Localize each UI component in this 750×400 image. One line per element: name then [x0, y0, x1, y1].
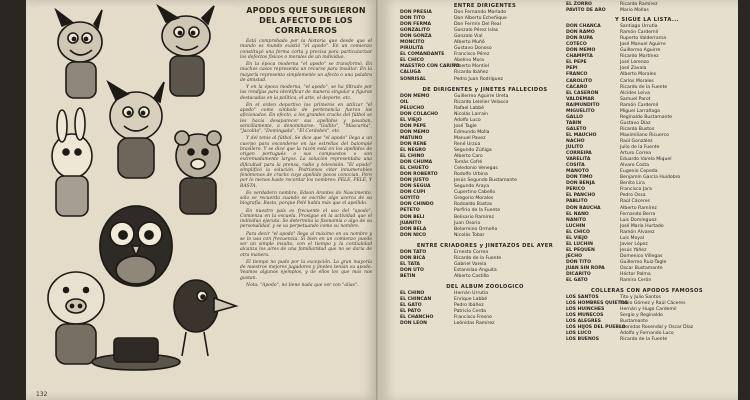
real-name: Ricardo de la Fuente: [454, 255, 502, 261]
nickname: EL PATO: [400, 309, 421, 315]
list-item: [400, 321, 570, 327]
nickname: OIL: [400, 99, 409, 105]
real-name: Ramiro Cerón: [620, 278, 652, 284]
real-name: Rodoaldo Bastas: [454, 202, 493, 208]
real-name: Ricardo Ibáñez: [454, 70, 489, 76]
real-name: Jesús Yáñez: [620, 247, 647, 253]
right-page: [380, 0, 738, 400]
section-title-zoologico: DEL ALBUM ZOOLOGICO: [446, 283, 524, 290]
real-name: Eduardo Varela Miquel: [620, 157, 672, 163]
article-title-line-1: APODOS QUE SURGIERON: [246, 6, 366, 15]
nickname: JULITO: [566, 145, 584, 151]
real-name: Gustavo Donoso: [454, 46, 492, 52]
nickname: DON PEPE: [400, 123, 427, 129]
nickname: EL CHICO: [400, 58, 424, 64]
real-name: Maximiliano Ricuerco: [620, 132, 669, 138]
article-paragraph: En nuestro país es frecuente el uso del "apodo". Comienza en la escuela. Prosigue en la actividad que el individuo ejecuta. Se determina la fisonomía o algo de su personalidad, y se va perpetuando como su nombre.: [240, 208, 372, 230]
real-name: Guillermo Ruiz-Tagle: [620, 259, 667, 265]
real-name: Patricio Cerda: [454, 309, 486, 315]
nickname: LOS HOMBRES QUIETOS: [566, 301, 628, 307]
real-name: Ricardo de la Fuente: [620, 337, 668, 343]
real-name: Adolfo Luco: [454, 117, 481, 123]
real-name: Javier López: [620, 241, 648, 247]
real-name: Tito y Julio Santos: [620, 295, 661, 301]
nickname: CALUGA: [400, 70, 421, 76]
real-name: Francisco Fresno: [454, 315, 492, 321]
real-name: Ricardo Lelelier Velasco: [454, 99, 509, 105]
nickname: CACARO: [566, 84, 588, 90]
real-name: Miguel Larrañaga: [620, 108, 660, 114]
nickname: MIGUELITO: [566, 108, 595, 114]
real-name: Don Fermín Del Real: [454, 22, 501, 28]
real-name: Alberto Caro: [454, 154, 483, 160]
nickname: SONRISAL: [400, 76, 427, 82]
left-page: [26, 0, 379, 400]
nickname: DON LEON: [400, 321, 427, 327]
real-name: Luis Moyal: [620, 235, 645, 241]
nickname: EL PEQUEN: [566, 247, 595, 253]
real-name: Alberto Castillo: [454, 273, 489, 279]
real-name: José Manuel Aguirre: [620, 42, 666, 48]
real-name: Santiago Urrutia: [620, 24, 658, 30]
real-name: Benito Lira: [620, 181, 645, 187]
real-name: Alberto Ramírez: [620, 205, 657, 211]
real-name: Segundo Araya: [454, 184, 490, 190]
nickname: DON JUSTO: [400, 178, 429, 184]
real-name: José Lorenzo: [620, 60, 649, 66]
article-paragraph: En la época moderna "el apodo" se transformó. En muchos casos representa un recurso para insultar. En la mayoría representa simplemente un afecto o una palabra de amistad.: [240, 62, 372, 83]
nickname: DON MEMO: [400, 93, 430, 99]
nickname: LOS LUCO: [566, 331, 592, 337]
nickname: EL VIEJO: [400, 117, 422, 123]
section-title-criadores: ENTRE CRIADORES y JINETAZOS DEL AYER: [416, 242, 554, 249]
nickname: EL NEGRO: [400, 147, 426, 153]
article-paragraph: Nota: "Apodo", no tiene nada que ver con "alias".: [246, 282, 359, 288]
nickname: GONZALITO: [400, 28, 431, 34]
nickname: DON GONZA: [400, 34, 432, 40]
article-paragraph: Y del tenis al fútbol. Se dice que "el apodo" llega a un cuerpo para esconderse en las estrellas del balompié brasilero. Y se dice que la razón está en los apellidos de origen portugués o sus compuestos o son extremadamente largos. La solución representaba una dificultad para la prensa, radio y televisión. "El apodo" simplificó la solución. Podríamos citar innumerables fenómenos de cracks cuyo apellido pocos conocían. Pero por lo menos baste recordar los nombres: PELE, PELÉ, Y BASTA.: [240, 136, 372, 189]
nickname: DON BENJA: [566, 181, 595, 187]
real-name: Edmundo Molla: [454, 129, 490, 135]
nickname: JUAN SIN ROPA: [566, 265, 605, 271]
real-name: Pedro Ossa: [620, 193, 646, 199]
article-paragraph: Para decir "el apodo" llega al máximo en su nombre y se lo usa con frecuencia. Si bien en un comienzo puede ser un simple insulto, con el tiempo y la cordialidad alcanza los aires de una familiaridad que no se daría de otra manera.: [240, 231, 372, 258]
right-column-1: [400, 2, 570, 327]
nickname: DON TITO: [566, 259, 592, 265]
nickname: LOS BUENOS: [566, 337, 600, 343]
list-item: [566, 337, 728, 343]
real-name: Manuel Pavez: [454, 135, 486, 141]
nickname: VARELITA: [566, 157, 591, 163]
real-name: Francisco Pérez: [454, 52, 490, 58]
nickname: BETIN: [400, 273, 416, 279]
list-famosos: [566, 295, 728, 343]
article: [240, 6, 372, 290]
nickname: MAESTRO CON CARIÑO: [400, 64, 460, 70]
list-item: [400, 274, 570, 280]
real-name: Carlos Morales: [620, 78, 654, 84]
nickname: COTECO: [566, 42, 587, 48]
real-name: Raúl González: [620, 138, 653, 144]
real-name: José María Hurtado: [620, 223, 664, 229]
list-col2-top: [566, 2, 728, 14]
nickname: DON BICA: [400, 255, 426, 261]
nickname: DON PRESIA: [400, 10, 432, 15]
real-name: Abelino Mora: [454, 58, 485, 64]
article-title-line-3: CORRALEROS: [274, 26, 338, 35]
nickname: PETETO: [400, 208, 420, 214]
real-name: Guillermo Aguirre: [620, 48, 661, 54]
article-body: [240, 39, 372, 288]
nickname: JECHO: [566, 253, 582, 259]
real-name: Hernán Urrutia: [454, 290, 489, 296]
nickname: DON NICO: [400, 232, 426, 238]
nickname: EL LUCHIN: [566, 241, 593, 247]
list-dirigentes: [400, 10, 570, 83]
list-item: [566, 8, 728, 14]
section-title-famosos: COLLERAS CON APODOS FAMOSOS: [591, 288, 703, 295]
real-name: Alberto Morales: [620, 72, 657, 78]
real-name: Alvaro Costa: [620, 163, 650, 169]
real-name: Gabriel Varela: [454, 261, 487, 267]
nickname: GOYITO: [400, 196, 420, 202]
nickname: GALLO: [566, 114, 583, 120]
real-name: Héctor Palma: [620, 272, 651, 278]
nickname: EL CHUETO: [400, 166, 429, 172]
nickname: MANOTO: [566, 169, 589, 175]
real-name: Guillermo Aguirre Ureta: [454, 93, 509, 99]
real-name: Mario Mollas: [620, 8, 649, 14]
real-name: Enrique Labbé: [454, 296, 488, 302]
real-name: Francisco Jara: [620, 187, 652, 193]
nickname: EL COMANDANTE: [400, 52, 445, 58]
real-name: Adolfo y Fernando Luco: [620, 331, 674, 337]
nickname: VALDEMAR: [566, 96, 595, 102]
nickname: JUANITO: [400, 220, 422, 226]
real-name: Ricardo Bustos: [620, 126, 655, 132]
real-name: Hernán y Hugo Cardemil: [620, 307, 677, 313]
real-name: Ricardo Ramírez: [620, 2, 658, 7]
nickname: DON TATO: [400, 249, 427, 255]
real-name: José Tagle: [454, 123, 477, 129]
nickname: PAVITO DE ARO: [566, 8, 606, 14]
right-column-2: [566, 2, 728, 343]
nickname: EL CHINO: [400, 154, 425, 160]
nickname: EL VIEJO: [566, 235, 588, 241]
nickname: CORREIPA: [566, 151, 592, 157]
nickname: EL GATO: [400, 303, 422, 309]
real-name: Pedro Ibáñez: [454, 303, 484, 309]
real-name: Eugenio Cepeda: [620, 169, 658, 175]
real-name: Cupertino Cabello: [454, 190, 496, 196]
nickname: COSITA: [566, 163, 585, 169]
real-name: Julio de la Fuente: [620, 145, 660, 151]
real-name: Tomás Cofré: [454, 160, 483, 166]
real-name: Ramón Alvarez: [620, 229, 655, 235]
real-name: Raúl Cáceres: [620, 199, 650, 205]
real-name: José Zavala: [620, 66, 647, 72]
nickname: DON RUPA: [566, 36, 593, 42]
nickname: DON CHUMA: [400, 160, 433, 166]
nickname: EL CASERON: [566, 90, 599, 96]
page-number: 132: [36, 391, 48, 398]
nickname: FRANCO: [566, 72, 588, 78]
nickname: MATUNO: [400, 135, 423, 141]
nickname: EL ZORRO: [566, 2, 592, 7]
nickname: CAROLITO: [566, 78, 593, 84]
nickname: DON CHINDO: [400, 202, 434, 208]
real-name: Don Fernando Morlado: [454, 10, 507, 15]
nickname: PEPI: [566, 66, 578, 72]
real-name: Pedro Juan Rodríguez: [454, 76, 503, 82]
real-name: Don Alberto Echeñique: [454, 16, 507, 22]
real-name: Gonzalo Pérez Islas: [454, 28, 499, 34]
nickname: DON BELI: [400, 214, 425, 220]
real-name: Gonzalo Vial: [454, 34, 483, 40]
list-zoologico: [400, 291, 570, 327]
real-name: Nicolás Tobar: [454, 232, 485, 238]
nickname: LOS MUÑECOS: [566, 313, 604, 319]
section-title-jinetes: DE DIRIGENTES y JINETES FALLECIDOS: [422, 86, 548, 93]
real-name: Reginaldo Bustamante: [620, 114, 673, 120]
nickname: EL PANCHO: [566, 193, 596, 199]
nickname: DON FERMA: [400, 22, 432, 28]
real-name: Jesús Segundo Bustamante: [454, 178, 517, 184]
section-title-dirigentes: ENTRE DIRIGENTES: [453, 3, 517, 9]
list-item: [400, 233, 570, 239]
article-paragraph: Está comprobado por la historia que desde que el mundo es mundo existió "el apodo". En un comienzo constituyó una forma corta y precisa para particularizar los defectos físicos o morales de un individuo.: [240, 39, 372, 60]
nickname: DON BELA: [400, 226, 427, 232]
nickname: MONCITO: [400, 40, 425, 46]
real-name: Ernesto Correa: [454, 249, 489, 255]
nickname: DON TIMO: [566, 175, 593, 181]
real-name: Celedonio Venegas: [454, 166, 498, 172]
nickname: EL CHINO: [400, 290, 425, 296]
section-title-sigue: Y SIGUE LA LISTA...: [615, 17, 679, 24]
nickname: EL PEPE: [566, 60, 587, 66]
nickname: DICARITO: [566, 272, 591, 278]
list-sigue: [566, 24, 728, 284]
nickname: DON UTO: [400, 267, 424, 273]
nickname: DON MEMO: [566, 48, 596, 54]
nickname: DON RAMO: [566, 30, 595, 36]
real-name: Arturo Correa: [620, 151, 652, 157]
nickname: DON RAUCHA: [566, 205, 601, 211]
nickname: DON ROBERTO: [400, 172, 438, 178]
nickname: DON RENE: [400, 141, 427, 147]
nickname: NACHO: [566, 138, 585, 144]
nickname: NANITO: [566, 217, 586, 223]
real-name: Rodolfo Urbina: [454, 172, 488, 178]
nickname: DON SEGUA: [400, 184, 431, 190]
real-name: Fernando Berra: [620, 211, 656, 217]
nickname: CHAMPITA: [566, 54, 593, 60]
nickname: EL TATA: [400, 261, 420, 267]
nickname: EL CHINCAN: [400, 296, 432, 302]
nickname: DON COLACHO: [400, 111, 439, 117]
nickname: GALETO: [566, 126, 587, 132]
nickname: EL CHICO: [566, 229, 590, 235]
article-title-line-2: DEL AFECTO DE LOS: [259, 16, 353, 25]
nickname: DON CHANCA: [566, 24, 601, 30]
list-item: [400, 77, 570, 83]
real-name: Gregorio Morales: [454, 196, 494, 202]
real-name: Benjamín García Huidobro: [620, 175, 681, 181]
real-name: Sergio y Reginaldo: [620, 313, 663, 319]
real-name: Domenico Villegas: [620, 253, 663, 259]
real-name: Alberto Montiel: [454, 64, 489, 70]
nickname: EL MAUCHO: [566, 132, 597, 138]
nickname: PIRULITA: [400, 46, 424, 52]
real-name: Pablo Gómez y Raúl Cáceres: [620, 301, 686, 307]
real-name: Porfirio de la Fuente: [454, 208, 501, 214]
nickname: DON TITO: [400, 16, 426, 22]
real-name: Alberto Muñó: [454, 40, 485, 46]
article-paragraph: El tiempo no pudo por la excepción. La gran mayoría de nuestros mejores jugadores y jinetes tenían su apodo. Veamos algunos ejemplos, y de ellos los que más nos gustan.: [240, 259, 372, 281]
list-item: [566, 278, 728, 284]
real-name: Bustamante: [620, 319, 648, 325]
nickname: DON MEMO: [400, 129, 430, 135]
nickname: EL NANO: [566, 211, 589, 217]
real-name: Nicolás Larraín: [454, 111, 489, 117]
nickname: EL CHANCHO: [400, 315, 434, 321]
nickname: EL GATO: [566, 278, 588, 284]
real-name: Ricardo de la Fuente: [620, 84, 668, 90]
nickname: TABIN: [566, 120, 582, 126]
article-paragraph: En el orden deportivo los primeros en utilizar "el apodo" como símbolo de pertenencia fueron los aficionados. En efecto, a los grandes cracks del fútbol se les hacía desaparecer sus apellidos y pasaban, sencillamente, a denominarse: "Gallito", "Mascarita", "Jacolito", "Domingada", "El Cordobés", etc.: [240, 102, 372, 134]
real-name: Leónidas Ramírez: [454, 321, 495, 327]
nickname: LOS ALEGRES: [566, 319, 601, 325]
list-criadores: [400, 250, 570, 280]
real-name: Segundo Zúñiga: [454, 147, 492, 153]
nickname: PABLITO: [566, 199, 588, 205]
cartoon-illustration: [36, 6, 236, 392]
nickname: LUCHIN: [566, 223, 586, 229]
nickname: PERICO: [566, 187, 586, 193]
real-name: Ramón Cardemil: [620, 102, 659, 108]
article-paragraph: Es verdadero nombre, Edson Arantes do Nascimento, sólo se recuerda cuando se escribe algo acerca de su biografía. Basta, porque Pelé habla más que el apellido.: [240, 190, 372, 207]
real-name: Juan Osorio: [454, 220, 481, 226]
real-name: Belisario Ramírez: [454, 214, 494, 220]
real-name: Gustavo Díaz: [620, 120, 651, 126]
real-name: Samuel Parot: [620, 96, 651, 102]
list-jinetes: [400, 94, 570, 239]
nickname: DON CUPI: [400, 190, 426, 196]
real-name: Leonidas Rosendal y Oscar Díaz: [620, 325, 694, 331]
nickname: LOS SANTOS: [566, 295, 599, 301]
real-name: Estanislao Anguita: [454, 267, 497, 273]
nickname: PELUCHO: [400, 105, 425, 111]
real-name: Belarmino Ormeño: [454, 226, 498, 232]
real-name: Ramón Cardemil: [620, 30, 659, 36]
real-name: Ruperto Valderrama: [620, 36, 667, 42]
real-name: Luis Domínguez: [620, 217, 657, 223]
article-title: [240, 6, 372, 36]
real-name: Oscar Bustamante: [620, 265, 663, 271]
article-paragraph: Y en la época moderna, "el apodo", se ha filtrado por las rendijas para identificar de manera singular a figuras destacadas en la política, el arte, el deporte, etc.: [240, 85, 372, 101]
real-name: Ricardo Martínez: [620, 54, 659, 60]
nickname: RAIMUNDITO: [566, 102, 600, 108]
real-name: Rafael Labbé: [454, 105, 484, 111]
real-name: René Urzúa: [454, 141, 481, 147]
cartoon-owl: [100, 206, 172, 286]
real-name: Alcides Leiva: [620, 90, 650, 96]
nickname: LOS HUINCHES: [566, 307, 605, 313]
nickname: LOS HIJOS DEL PUEBLO: [566, 325, 626, 331]
